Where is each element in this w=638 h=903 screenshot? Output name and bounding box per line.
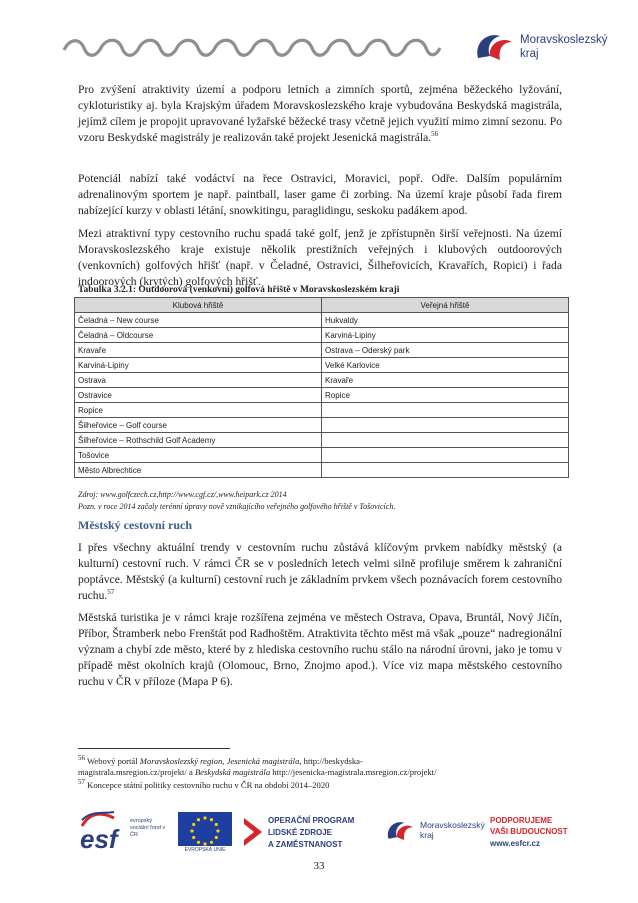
table-cell	[322, 403, 569, 418]
table-source: Zdroj: www.golfczech.cz,http://www.cgf.cz/,www.heipark.cz 2014	[78, 490, 287, 499]
table-header-row	[75, 298, 569, 313]
eu-flag-icon	[178, 812, 232, 846]
op-lzz-logo	[242, 810, 376, 854]
footnote-57-number: 57	[78, 778, 85, 787]
footnote-56	[78, 756, 568, 778]
kraj-footer-text: Moravskoslezský kraj	[420, 820, 485, 840]
table-cell	[322, 433, 569, 448]
golf-courses-table	[74, 297, 569, 478]
footnote-ref-57[interactable]: 57	[107, 588, 115, 597]
kraj-logo	[472, 28, 612, 68]
footnote-57-text: Koncepce státní politiky cestovního ruchu v ČR na období 2014–2020	[85, 780, 330, 790]
esf-letters: esf	[80, 824, 118, 854]
table-cell: Ropice	[322, 388, 569, 403]
footnote-divider	[78, 748, 230, 749]
paragraph-4	[78, 540, 562, 604]
table-cell: Tošovice	[75, 448, 322, 463]
footnote-56-number: 56	[78, 754, 85, 763]
eu-logo	[178, 812, 232, 854]
table-row	[75, 448, 569, 463]
table-header-public: Veřejná hřiště	[322, 298, 569, 313]
support-line-1: PODPORUJEME	[490, 816, 553, 825]
table-row	[75, 463, 569, 478]
support-url[interactable]: www.esfcr.cz	[490, 839, 540, 848]
table-row	[75, 313, 569, 328]
op-lzz-line-1: OPERAČNÍ PROGRAM	[268, 816, 355, 825]
footnote-57	[78, 780, 568, 791]
table-cell: Kravaře	[322, 373, 569, 388]
kraj-logo-icon	[472, 28, 516, 64]
table-row	[75, 433, 569, 448]
table-row	[75, 343, 569, 358]
table-cell: Kravaře	[75, 343, 322, 358]
footnote-56-text-d[interactable]: magistrala.msregion.cz/projekt/ a	[78, 767, 195, 777]
table-row	[75, 388, 569, 403]
table-row	[75, 328, 569, 343]
kraj-footer-icon	[384, 816, 416, 844]
table-header-club: Klubová hřiště	[75, 298, 322, 313]
paragraph-4-text: I přes všechny aktuální trendy v cestovním ruchu zůstává klíčovým prvkem nabídky městský (a kulturní) cestovní ruch. V rámci ČR se v posledních letech velmi silně profiluje směrem k zahraniční poptávce. Městský (a kulturní) cestovní ruch je základním prvkem všech poznávacích forem cestovního ruchu.	[78, 541, 562, 603]
esf-logo	[80, 810, 172, 854]
support-logo	[490, 814, 574, 854]
footnote-56-link-1[interactable]: http://beskydska-	[301, 756, 363, 766]
table-cell: Šilheřovice – Golf course	[75, 418, 322, 433]
eu-label: EVROPSKÁ UNIE	[184, 847, 226, 853]
esf-subtitle: evropský sociální fond v ČR	[130, 818, 166, 838]
table-cell: Šilheřovice – Rothschild Golf Academy	[75, 433, 322, 448]
footnote-56-link-2[interactable]: http://jesenicka-magistrala.msregion.cz/projekt/	[270, 767, 437, 777]
table-cell: Karviná-Lipiny	[75, 358, 322, 373]
footnote-56-text-b: Moravskoslezský region, Jesenická magistrála,	[139, 756, 302, 766]
page-number: 33	[313, 860, 325, 872]
table-row	[75, 373, 569, 388]
paragraph-5: Městská turistika je v rámci kraje rozšířena zejména ve městech Ostrava, Opava, Bruntál, Nový Jičín, Příbor, Štramberk nebo Frenštát pod Radhoštěm. Atraktivita těchto měst má však „pouze“ nadregionální význam a chybí zde město, které by z hlediska cestovního ruchu stálo na národní úrovni, jako je tomu v případě měst okolních krajů (Olomouc, Brno, Znojmo apod.). Více viz mapa městského cestovního ruchu v ČR v příloze (Mapa P 6).	[78, 611, 562, 689]
table-cell: Ostrava – Oderský park	[322, 343, 569, 358]
footnote-ref-56[interactable]: 56	[431, 130, 439, 139]
table-row	[75, 403, 569, 418]
op-lzz-icon	[242, 814, 264, 850]
table-cell	[322, 418, 569, 433]
table-cell: Velké Karlovice	[322, 358, 569, 373]
op-lzz-line-3: A ZAMĚSTNANOST	[268, 840, 343, 849]
table-caption: Tabulka 3.2.1: Outdoorová (venkovní) golfová hřiště v Moravskoslezském kraji	[78, 285, 400, 295]
table-row	[75, 418, 569, 433]
table-note: Pozn. v roce 2014 začaly terénní úpravy nově vznikajícího veřejného golfového hřiště v Tošovicích.	[78, 502, 396, 511]
table-cell: Ostrava	[75, 373, 322, 388]
op-lzz-line-2: LIDSKÉ ZDROJE	[268, 828, 333, 837]
paragraph-3: Mezi atraktivní typy cestovního ruchu spadá také golf, jenž je zpřístupněn širší veřejnosti. Na území Moravskoslezského kraje existuje několik prestižních veřejných i klubových outdoorových (venkovních) golfových hřišť (např. v Čeladné, Ostravici, Šilheřovicích, Kravařích, Ropici) i řada indoorových (krytých) golfových hřišť.	[78, 227, 562, 289]
header-wave-ornament	[62, 36, 442, 60]
table-cell: Čeladná – Oldcourse	[75, 328, 322, 343]
support-line-2: VAŠI BUDOUCNOST	[490, 827, 568, 836]
table-cell: Město Albrechtice	[75, 463, 322, 478]
paragraph-1-text: Pro zvýšení atraktivity území a podporu letních a zimních sportů, zejména běžeckého lyžování, cykloturistiky aj. byla Krajským úřadem Moravskoslezského kraje vybudována Beskydská magistrála, jejímž cílem je propojit upravované lyžařské běžecké trasy včetně jejich využití mimo zimní sezonu. Po vzoru Beskydské magistrály je realizován také projekt Jesenická magistrála.	[78, 83, 562, 145]
kraj-logo-text: Moravskoslezský kraj	[520, 34, 608, 60]
table-cell: Čeladná – New course	[75, 313, 322, 328]
table-cell: Ostravice	[75, 388, 322, 403]
paragraph-1	[78, 82, 562, 146]
footnote-56-text-e: Beskydská magistrála	[194, 767, 271, 777]
kraj-footer-logo	[384, 816, 488, 852]
table-row	[75, 358, 569, 373]
table-cell	[322, 448, 569, 463]
section-heading: Městský cestovní ruch	[78, 518, 192, 532]
table-cell: Karviná-Lipiny	[322, 328, 569, 343]
table-cell	[322, 463, 569, 478]
paragraph-2: Potenciál nabízí také vodáctví na řece Ostravici, Moravici, popř. Odře. Dalším populárním adrenalinovým sportem je např. paintball, laser game či zorbing. Na území kraje působí řada firem nabízející kurzy v oblasti létání, snowkitingu, paraglidingu, seskoku padákem apod.	[78, 172, 562, 218]
footnote-56-text-a: Webový portál	[87, 756, 140, 766]
table-cell: Hukvaldy	[322, 313, 569, 328]
table-cell: Ropice	[75, 403, 322, 418]
footer-logos	[70, 806, 570, 856]
